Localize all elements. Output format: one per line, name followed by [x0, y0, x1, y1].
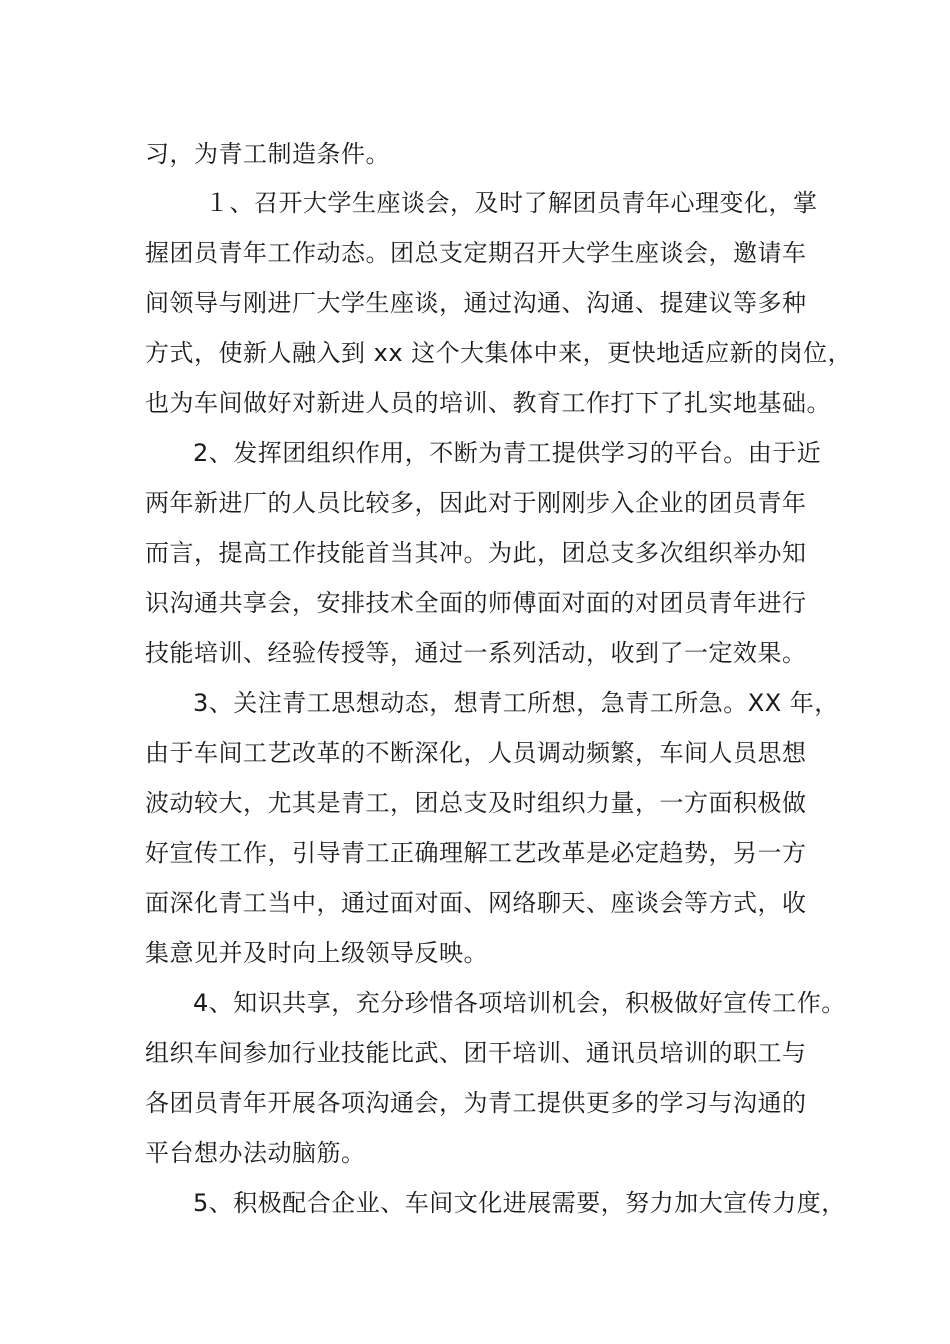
text-line: 5、积极配合企业、车间文化进展需要，努力加大宣传力度，	[193, 1189, 846, 1217]
text-line: 技能培训、经验传授等，通过一系列活动，收到了一定效果。	[145, 639, 807, 667]
text-line: 平台想办法动脑筋。	[145, 1139, 366, 1167]
text-line: 面深化青工当中，通过面对面、网络聊天、座谈会等方式，收	[145, 889, 807, 917]
text-line: 波动较大，尤其是青工，团总支及时组织力量，一方面积极做	[145, 789, 807, 817]
text-line: 也为车间做好对新进人员的培训、教育工作打下了扎实地基础。	[145, 389, 831, 417]
text-line: 由于车间工艺改革的不断深化，人员调动频繁，车间人员思想	[145, 739, 807, 767]
text-line: 3、关注青工思想动态，想青工所想，急青工所急。XX 年，	[193, 689, 839, 717]
text-line: 间领导与刚进厂大学生座谈，通过沟通、沟通、提建议等多种	[145, 289, 807, 317]
text-line: 握团员青年工作动态。团总支定期召开大学生座谈会，邀请车	[145, 239, 807, 267]
text-line: 各团员青年开展各项沟通会，为青工提供更多的学习与沟通的	[145, 1089, 807, 1117]
text-line: 组织车间参加行业技能比武、团干培训、通讯员培训的职工与	[145, 1039, 807, 1067]
text-line: 4、知识共享，充分珍惜各项培训机会，积极做好宣传工作。	[193, 989, 846, 1017]
text-line: 方式，使新人融入到 xx 这个大集体中来，更快地适应新的岗位，	[145, 339, 853, 367]
text-line: 习，为青工制造条件。	[145, 140, 390, 168]
text-line: 识沟通共享会，安排技术全面的师傅面对面的对团员青年进行	[145, 589, 807, 617]
text-line: 两年新进厂的人员比较多，因此对于刚刚步入企业的团员青年	[145, 489, 807, 517]
text-line: 集意见并及时向上级领导反映。	[145, 939, 488, 967]
text-line: 而言，提高工作技能首当其冲。为此，团总支多次组织举办知	[145, 539, 807, 567]
text-line: 2、发挥团组织作用，不断为青工提供学习的平台。由于近	[193, 439, 822, 467]
text-line: 好宣传工作，引导青工正确理解工艺改革是必定趋势，另一方	[145, 839, 807, 867]
text-line: １、召开大学生座谈会，及时了解团员青年心理变化，掌	[205, 189, 818, 217]
